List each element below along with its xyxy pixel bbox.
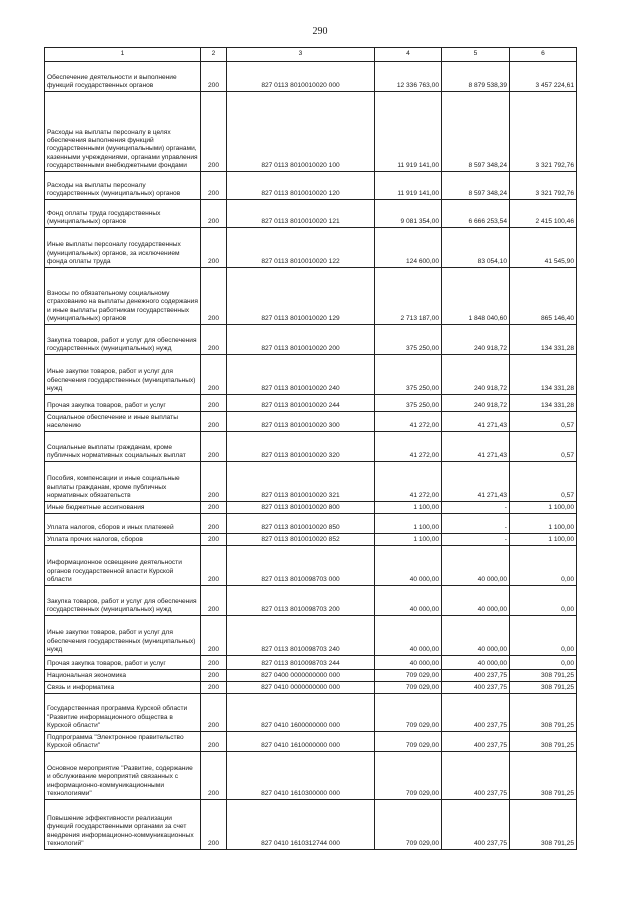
row-unexecuted-cell: 3 457 224,61	[510, 62, 577, 92]
row-name-cell: Уплата налогов, сборов и иных платежей	[45, 514, 201, 534]
row-executed-cell: 40 000,00	[442, 586, 510, 616]
row-classification-cell: 827 0113 8010010020 000	[227, 62, 375, 92]
row-code-cell: 200	[201, 268, 227, 325]
row-executed-cell: 41 271,43	[442, 432, 510, 462]
row-name-cell: Основное мероприятие "Развитие, содержание и обслуживание мероприятий связанных с информационно-коммуникационными технологиями"	[45, 752, 201, 800]
table-row	[45, 694, 577, 732]
table-row	[45, 172, 577, 200]
row-approved-cell: 709 029,00	[375, 670, 442, 682]
row-classification-cell: 827 0113 8010010020 244	[227, 395, 375, 412]
row-unexecuted-cell: 0,00	[510, 586, 577, 616]
row-executed-cell: 400 237,75	[442, 752, 510, 800]
row-approved-cell: 709 029,00	[375, 694, 442, 732]
row-code-cell: 200	[201, 228, 227, 268]
row-approved-cell: 709 029,00	[375, 752, 442, 800]
row-classification-cell: 827 0113 8010010020 129	[227, 268, 375, 325]
row-approved-cell: 40 000,00	[375, 586, 442, 616]
row-unexecuted-cell: 1 100,00	[510, 514, 577, 534]
row-classification-cell: 827 0113 8010010020 120	[227, 172, 375, 200]
row-executed-cell: 400 237,75	[442, 800, 510, 850]
row-executed-cell: 8 597 348,24	[442, 92, 510, 172]
header-row	[45, 48, 577, 62]
row-code-cell: 200	[201, 694, 227, 732]
table-row	[45, 268, 577, 325]
column-header: 3	[227, 48, 375, 62]
column-header: 5	[442, 48, 510, 62]
row-approved-cell: 40 000,00	[375, 656, 442, 670]
column-header: 6	[510, 48, 577, 62]
row-name-cell: Иные закупки товаров, работ и услуг для обеспечения государственных (муниципальных) нужд	[45, 616, 201, 656]
row-name-cell: Пособия, компенсации и иные социальные выплаты гражданам, кроме публичных нормативных обязательств	[45, 462, 201, 502]
row-classification-cell: 827 0113 8010010020 300	[227, 412, 375, 432]
row-executed-cell: -	[442, 534, 510, 546]
row-executed-cell: 400 237,75	[442, 682, 510, 694]
row-unexecuted-cell: 134 331,28	[510, 355, 577, 395]
row-name-cell: Государственная программа Курской области "Развитие информационного общества в Курской области"	[45, 694, 201, 732]
row-approved-cell: 11 919 141,00	[375, 172, 442, 200]
row-approved-cell: 2 713 187,00	[375, 268, 442, 325]
row-executed-cell: 41 271,43	[442, 412, 510, 432]
row-approved-cell: 1 100,00	[375, 514, 442, 534]
budget-table	[44, 47, 577, 850]
table-row	[45, 752, 577, 800]
row-executed-cell: 400 237,75	[442, 670, 510, 682]
row-name-cell: Социальные выплаты гражданам, кроме публичных нормативных социальных выплат	[45, 432, 201, 462]
row-name-cell: Национальная экономика	[45, 670, 201, 682]
row-executed-cell: 1 848 040,60	[442, 268, 510, 325]
row-classification-cell: 827 0113 8010098703 240	[227, 616, 375, 656]
row-unexecuted-cell: 2 415 100,46	[510, 200, 577, 228]
row-unexecuted-cell: 1 100,00	[510, 534, 577, 546]
row-classification-cell: 827 0113 8010010020 850	[227, 514, 375, 534]
row-name-cell: Иные бюджетные ассигнования	[45, 502, 201, 514]
row-executed-cell: 400 237,75	[442, 694, 510, 732]
row-code-cell: 200	[201, 656, 227, 670]
page-number: 290	[312, 26, 328, 37]
row-unexecuted-cell: 308 791,25	[510, 752, 577, 800]
table-row	[45, 546, 577, 586]
row-code-cell: 200	[201, 92, 227, 172]
table-body	[45, 62, 577, 850]
row-code-cell: 200	[201, 732, 227, 752]
row-code-cell: 200	[201, 616, 227, 656]
row-classification-cell: 827 0113 8010010020 122	[227, 228, 375, 268]
row-name-cell: Закупка товаров, работ и услуг для обеспечения государственных (муниципальных) нужд	[45, 325, 201, 355]
row-unexecuted-cell: 308 791,25	[510, 732, 577, 752]
row-approved-cell: 124 600,00	[375, 228, 442, 268]
row-approved-cell: 40 000,00	[375, 616, 442, 656]
row-code-cell: 200	[201, 62, 227, 92]
row-unexecuted-cell: 308 791,25	[510, 670, 577, 682]
row-unexecuted-cell: 134 331,28	[510, 325, 577, 355]
row-classification-cell: 827 0113 8010010020 852	[227, 534, 375, 546]
row-name-cell: Прочая закупка товаров, работ и услуг	[45, 395, 201, 412]
table-row	[45, 670, 577, 682]
column-header: 2	[201, 48, 227, 62]
row-approved-cell: 375 250,00	[375, 355, 442, 395]
row-executed-cell: 8 879 538,39	[442, 62, 510, 92]
row-classification-cell: 827 0410 1610312744 000	[227, 800, 375, 850]
column-header: 1	[45, 48, 201, 62]
row-name-cell: Прочая закупка товаров, работ и услуг	[45, 656, 201, 670]
row-classification-cell: 827 0113 8010098703 000	[227, 546, 375, 586]
row-code-cell: 200	[201, 325, 227, 355]
column-header: 4	[375, 48, 442, 62]
table-row	[45, 534, 577, 546]
row-code-cell: 200	[201, 752, 227, 800]
table-row	[45, 412, 577, 432]
row-approved-cell: 12 336 763,00	[375, 62, 442, 92]
table-row	[45, 514, 577, 534]
row-unexecuted-cell: 0,57	[510, 412, 577, 432]
row-name-cell: Взносы по обязательному социальному страхованию на выплаты денежного содержания и иные выплаты работникам государственных (муниципальных) органов	[45, 268, 201, 325]
row-classification-cell: 827 0113 8010010020 121	[227, 200, 375, 228]
row-code-cell: 200	[201, 412, 227, 432]
table-row	[45, 92, 577, 172]
row-approved-cell: 709 029,00	[375, 732, 442, 752]
row-name-cell: Уплата прочих налогов, сборов	[45, 534, 201, 546]
row-executed-cell: 400 237,75	[442, 732, 510, 752]
row-approved-cell: 9 081 354,00	[375, 200, 442, 228]
row-approved-cell: 709 029,00	[375, 800, 442, 850]
row-code-cell: 200	[201, 355, 227, 395]
row-name-cell: Повышение эффективности реализации функций государственными органами за счет внедрения информационно-коммуникационных технологий"	[45, 800, 201, 850]
row-classification-cell: 827 0113 8010010020 100	[227, 92, 375, 172]
row-name-cell: Связь и информатика	[45, 682, 201, 694]
row-approved-cell: 40 000,00	[375, 546, 442, 586]
row-executed-cell: 240 918,72	[442, 325, 510, 355]
row-classification-cell: 827 0400 0000000000 000	[227, 670, 375, 682]
row-code-cell: 200	[201, 502, 227, 514]
table-row	[45, 200, 577, 228]
row-code-cell: 200	[201, 682, 227, 694]
row-name-cell: Закупка товаров, работ и услуг для обеспечения государственных (муниципальных) нужд	[45, 586, 201, 616]
row-name-cell: Социальное обеспечение и иные выплаты населению	[45, 412, 201, 432]
row-name-cell: Иные выплаты персоналу государственных (муниципальных) органов, за исключением фонда оплаты труда	[45, 228, 201, 268]
row-name-cell: Информационное освещение деятельности органов государственной власти Курской области	[45, 546, 201, 586]
row-code-cell: 200	[201, 534, 227, 546]
row-unexecuted-cell: 0,00	[510, 616, 577, 656]
row-approved-cell: 41 272,00	[375, 412, 442, 432]
row-unexecuted-cell: 0,57	[510, 462, 577, 502]
row-classification-cell: 827 0113 8010098703 244	[227, 656, 375, 670]
row-name-cell: Обеспечение деятельности и выполнение функций государственных органов	[45, 62, 201, 92]
row-executed-cell: 40 000,00	[442, 546, 510, 586]
row-classification-cell: 827 0410 0000000000 000	[227, 682, 375, 694]
row-executed-cell: 8 597 348,24	[442, 172, 510, 200]
row-unexecuted-cell: 3 321 792,76	[510, 172, 577, 200]
row-classification-cell: 827 0113 8010010020 320	[227, 432, 375, 462]
table-row	[45, 586, 577, 616]
row-approved-cell: 375 250,00	[375, 395, 442, 412]
row-code-cell: 200	[201, 546, 227, 586]
row-executed-cell: -	[442, 514, 510, 534]
row-approved-cell: 709 029,00	[375, 682, 442, 694]
table-row	[45, 462, 577, 502]
row-code-cell: 200	[201, 200, 227, 228]
row-unexecuted-cell: 0,57	[510, 432, 577, 462]
row-code-cell: 200	[201, 462, 227, 502]
row-approved-cell: 11 919 141,00	[375, 92, 442, 172]
row-name-cell: Фонд оплаты труда государственных (муниципальных) органов	[45, 200, 201, 228]
table-row	[45, 228, 577, 268]
row-unexecuted-cell: 41 545,90	[510, 228, 577, 268]
row-classification-cell: 827 0410 1610300000 000	[227, 752, 375, 800]
table-row	[45, 432, 577, 462]
row-unexecuted-cell: 308 791,25	[510, 694, 577, 732]
row-code-cell: 200	[201, 800, 227, 850]
row-classification-cell: 827 0113 8010010020 321	[227, 462, 375, 502]
row-executed-cell: 40 000,00	[442, 616, 510, 656]
row-executed-cell: -	[442, 502, 510, 514]
table-row	[45, 502, 577, 514]
row-classification-cell: 827 0410 1600000000 000	[227, 694, 375, 732]
row-executed-cell: 240 918,72	[442, 355, 510, 395]
row-name-cell: Подпрограмма "Электронное правительство Курской области"	[45, 732, 201, 752]
row-unexecuted-cell: 0,00	[510, 546, 577, 586]
row-approved-cell: 41 272,00	[375, 462, 442, 502]
table-row	[45, 800, 577, 850]
row-code-cell: 200	[201, 395, 227, 412]
row-code-cell: 200	[201, 670, 227, 682]
row-approved-cell: 1 100,00	[375, 534, 442, 546]
row-approved-cell: 41 272,00	[375, 432, 442, 462]
table-row	[45, 682, 577, 694]
row-classification-cell: 827 0113 8010010020 800	[227, 502, 375, 514]
row-unexecuted-cell: 308 791,25	[510, 682, 577, 694]
table-row	[45, 395, 577, 412]
row-approved-cell: 1 100,00	[375, 502, 442, 514]
table-row	[45, 355, 577, 395]
row-unexecuted-cell: 865 146,40	[510, 268, 577, 325]
table-row	[45, 616, 577, 656]
row-approved-cell: 375 250,00	[375, 325, 442, 355]
row-executed-cell: 240 918,72	[442, 395, 510, 412]
row-code-cell: 200	[201, 586, 227, 616]
table-row	[45, 732, 577, 752]
row-executed-cell: 6 666 253,54	[442, 200, 510, 228]
row-unexecuted-cell: 308 791,25	[510, 800, 577, 850]
row-code-cell: 200	[201, 432, 227, 462]
row-code-cell: 200	[201, 172, 227, 200]
row-name-cell: Расходы на выплаты персоналу государственных (муниципальных) органов	[45, 172, 201, 200]
row-name-cell: Расходы на выплаты персоналу в целях обеспечения выполнения функций государственными (муниципальными) органами, казенными учреждениями, органами управления государственными внебюджетными фондами	[45, 92, 201, 172]
row-unexecuted-cell: 3 321 792,76	[510, 92, 577, 172]
row-executed-cell: 41 271,43	[442, 462, 510, 502]
table-row	[45, 325, 577, 355]
row-unexecuted-cell: 1 100,00	[510, 502, 577, 514]
row-executed-cell: 83 054,10	[442, 228, 510, 268]
table-row	[45, 62, 577, 92]
row-unexecuted-cell: 0,00	[510, 656, 577, 670]
row-executed-cell: 40 000,00	[442, 656, 510, 670]
row-classification-cell: 827 0113 8010098703 200	[227, 586, 375, 616]
row-classification-cell: 827 0410 1610000000 000	[227, 732, 375, 752]
row-code-cell: 200	[201, 514, 227, 534]
row-classification-cell: 827 0113 8010010020 200	[227, 325, 375, 355]
row-classification-cell: 827 0113 8010010020 240	[227, 355, 375, 395]
row-name-cell: Иные закупки товаров, работ и услуг для обеспечения государственных (муниципальных) нужд	[45, 355, 201, 395]
table-row	[45, 656, 577, 670]
row-unexecuted-cell: 134 331,28	[510, 395, 577, 412]
